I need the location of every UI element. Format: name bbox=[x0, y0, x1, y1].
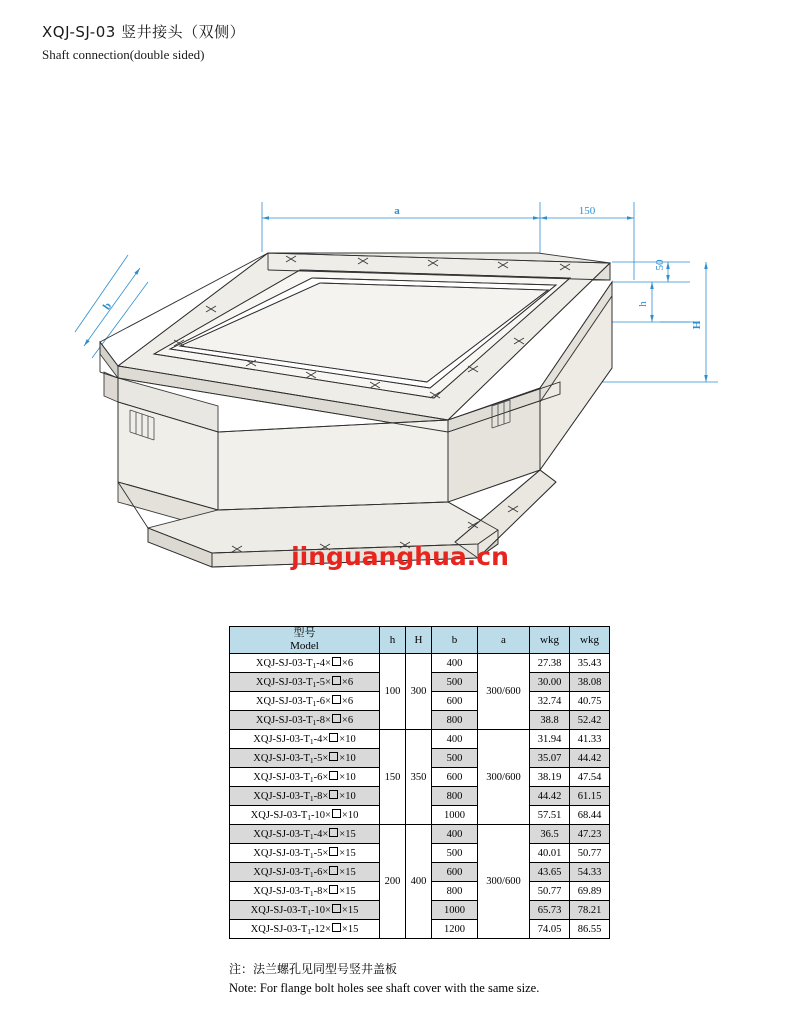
label-H: H bbox=[691, 320, 703, 330]
table-header-row bbox=[230, 627, 610, 654]
cell-model: XQJ-$SJ-03-T_1-5\times \times 15$ bbox=[230, 844, 380, 863]
table-row bbox=[230, 730, 610, 749]
cell-wkg1: 74.05 bbox=[530, 920, 570, 939]
specification-table-container bbox=[229, 626, 609, 939]
cell-model: XQJ-$SJ-03-T_1-8\times \times 15$ bbox=[230, 882, 380, 901]
cell-wkg2: 41.33 bbox=[570, 730, 610, 749]
table-body bbox=[230, 654, 610, 939]
cell-wkg2: 47.54 bbox=[570, 768, 610, 787]
footnote-en: Note: For flange bolt holes see shaft cover with the same size. bbox=[229, 981, 540, 995]
cell-wkg1: 32.74 bbox=[530, 692, 570, 711]
cell-H: 300 bbox=[406, 654, 432, 730]
cell-b: 600 bbox=[432, 692, 478, 711]
column-header-a: a bbox=[478, 627, 530, 654]
cell-b: 500 bbox=[432, 749, 478, 768]
cell-h: 100 bbox=[380, 654, 406, 730]
cell-b: 400 bbox=[432, 730, 478, 749]
cell-wkg2: 86.55 bbox=[570, 920, 610, 939]
cell-h: 150 bbox=[380, 730, 406, 825]
cell-wkg1: 57.51 bbox=[530, 806, 570, 825]
cell-wkg2: 52.42 bbox=[570, 711, 610, 730]
cell-wkg1: 38.8 bbox=[530, 711, 570, 730]
specification-table bbox=[229, 626, 610, 939]
cell-wkg2: 61.15 bbox=[570, 787, 610, 806]
cell-model: XQJ-$SJ-03-T_1-4\times \times 6$ bbox=[230, 654, 380, 673]
label-b: b bbox=[100, 300, 115, 313]
column-header-model bbox=[230, 627, 380, 654]
cell-wkg1: 30.00 bbox=[530, 673, 570, 692]
cell-model: XQJ-$SJ-03-T_1-12\times \times 15$ bbox=[230, 920, 380, 939]
cell-b: 800 bbox=[432, 711, 478, 730]
cell-wkg2: 47.23 bbox=[570, 825, 610, 844]
cell-model: XQJ-$SJ-03-T_1-10\times \times 15$ bbox=[230, 901, 380, 920]
cell-model: XQJ-$SJ-03-T_1-8\times \times 10$ bbox=[230, 787, 380, 806]
cell-b: 1000 bbox=[432, 806, 478, 825]
cell-b: 600 bbox=[432, 768, 478, 787]
cell-wkg2: 44.42 bbox=[570, 749, 610, 768]
cell-wkg2: 54.33 bbox=[570, 863, 610, 882]
cell-a: 300/600 bbox=[478, 825, 530, 939]
cell-model: XQJ-$SJ-03-T_1-8\times \times 6$ bbox=[230, 711, 380, 730]
cell-wkg1: 36.5 bbox=[530, 825, 570, 844]
cell-wkg1: 65.73 bbox=[530, 901, 570, 920]
column-header-model-en: Model bbox=[290, 640, 319, 652]
cell-model: XQJ-$SJ-03-T_1-4\times \times 15$ bbox=[230, 825, 380, 844]
page-header bbox=[42, 22, 742, 64]
column-header-H: H bbox=[406, 627, 432, 654]
cell-wkg1: 27.38 bbox=[530, 654, 570, 673]
cell-b: 400 bbox=[432, 825, 478, 844]
cell-H: 400 bbox=[406, 825, 432, 939]
cell-b: 500 bbox=[432, 844, 478, 863]
table-row bbox=[230, 654, 610, 673]
label-150: 150 bbox=[578, 205, 596, 217]
cell-model: XQJ-$SJ-03-T_1-10\times \times 10$ bbox=[230, 806, 380, 825]
cell-wkg2: 38.08 bbox=[570, 673, 610, 692]
cell-H: 350 bbox=[406, 730, 432, 825]
cell-b: 800 bbox=[432, 787, 478, 806]
column-header-b: b bbox=[432, 627, 478, 654]
table-row bbox=[230, 825, 610, 844]
column-header-wkg2: wkg bbox=[570, 627, 610, 654]
label-50: 50 bbox=[654, 259, 666, 271]
cell-model: XQJ-$SJ-03-T_1-6\times \times 15$ bbox=[230, 863, 380, 882]
cell-a: 300/600 bbox=[478, 654, 530, 730]
cell-wkg2: 35.43 bbox=[570, 654, 610, 673]
cell-wkg1: 38.19 bbox=[530, 768, 570, 787]
cell-wkg1: 43.65 bbox=[530, 863, 570, 882]
cell-model: XQJ-$SJ-03-T_1-6\times \times 10$ bbox=[230, 768, 380, 787]
watermark-text: jinguanghua.cn bbox=[291, 542, 509, 571]
cell-wkg1: 50.77 bbox=[530, 882, 570, 901]
cell-wkg2: 69.89 bbox=[570, 882, 610, 901]
label-a: a bbox=[394, 205, 400, 217]
shaft-connection-isometric-drawing bbox=[0, 110, 800, 610]
column-header-h: h bbox=[380, 627, 406, 654]
cell-wkg1: 40.01 bbox=[530, 844, 570, 863]
cell-wkg2: 68.44 bbox=[570, 806, 610, 825]
column-header-model-cn: 型号 bbox=[293, 627, 316, 639]
cell-b: 800 bbox=[432, 882, 478, 901]
cell-h: 200 bbox=[380, 825, 406, 939]
cell-model: XQJ-$SJ-03-T_1-6\times \times 6$ bbox=[230, 692, 380, 711]
cell-model: XQJ-$SJ-03-T_1-5\times \times 6$ bbox=[230, 673, 380, 692]
cell-wkg1: 31.94 bbox=[530, 730, 570, 749]
cell-model: XQJ-$SJ-03-T_1-4\times \times 10$ bbox=[230, 730, 380, 749]
footnote-cn: 注：法兰螺孔见同型号竖井盖板 bbox=[229, 962, 398, 976]
cell-wkg2: 40.75 bbox=[570, 692, 610, 711]
cell-wkg1: 44.42 bbox=[530, 787, 570, 806]
cell-b: 1200 bbox=[432, 920, 478, 939]
cell-wkg2: 50.77 bbox=[570, 844, 610, 863]
cell-b: 1000 bbox=[432, 901, 478, 920]
cell-b: 500 bbox=[432, 673, 478, 692]
cell-model: XQJ-$SJ-03-T_1-5\times \times 10$ bbox=[230, 749, 380, 768]
cell-wkg2: 78.21 bbox=[570, 901, 610, 920]
cell-b: 600 bbox=[432, 863, 478, 882]
technical-drawing bbox=[0, 110, 800, 610]
footnote bbox=[229, 960, 769, 998]
cell-wkg1: 35.07 bbox=[530, 749, 570, 768]
page-title-en: Shaft connection(double sided) bbox=[42, 47, 205, 62]
cell-a: 300/600 bbox=[478, 730, 530, 825]
cell-b: 400 bbox=[432, 654, 478, 673]
label-h: h bbox=[637, 301, 649, 307]
column-header-wkg1: wkg bbox=[530, 627, 570, 654]
page-title-cn: XQJ-SJ-03 竖井接头（双侧） bbox=[42, 23, 246, 41]
